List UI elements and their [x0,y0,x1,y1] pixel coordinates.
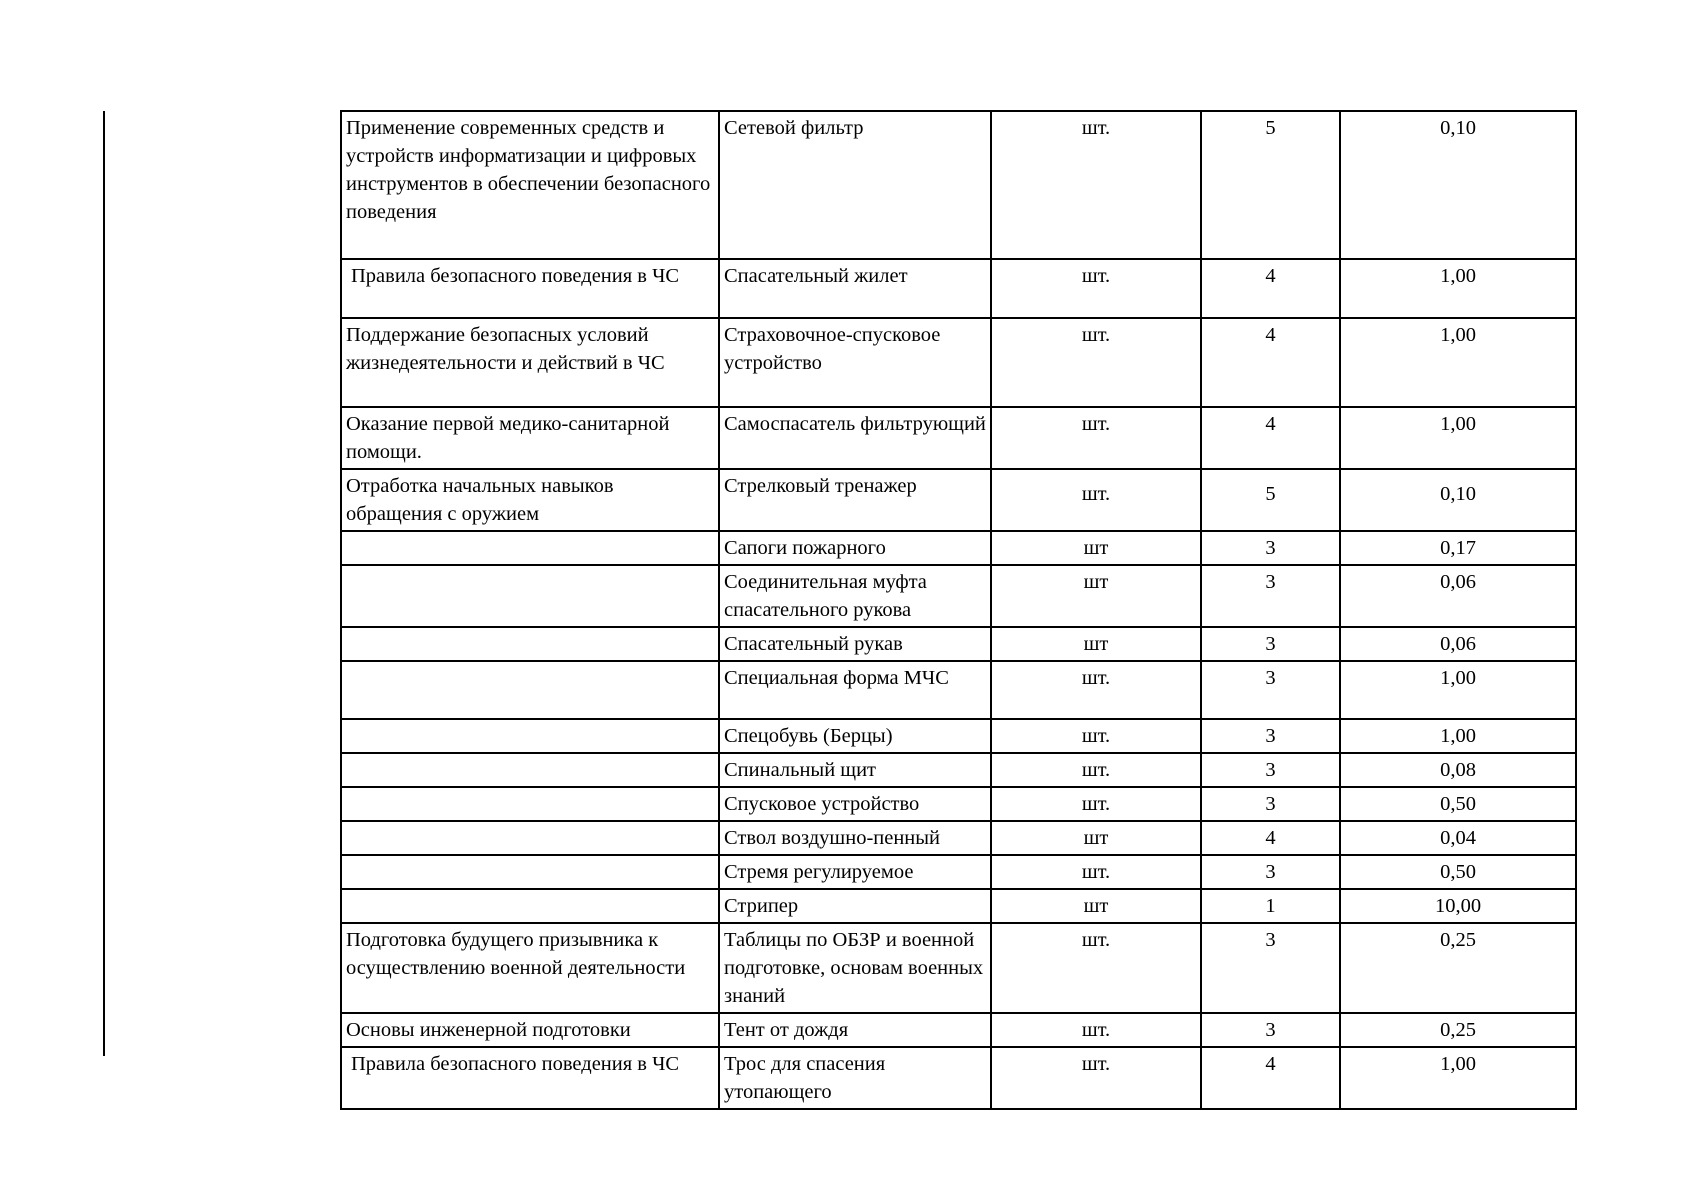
unit-cell: шт. [991,407,1201,469]
topic-cell: Правила безопасного поведения в ЧС [341,259,719,318]
item-cell: Сетевой фильтр [719,111,991,259]
table-row [341,111,1576,259]
norm-cell: 0,10 [1340,111,1576,259]
table-row [341,719,1576,753]
norm-cell: 0,06 [1340,627,1576,661]
unit-cell: шт. [991,1047,1201,1109]
item-cell: Ствол воздушно-пенный [719,821,991,855]
topic-cell [341,821,719,855]
table-row [341,469,1576,531]
qty-cell: 4 [1201,259,1340,318]
topic-cell [341,661,719,719]
qty-cell: 3 [1201,753,1340,787]
item-cell: Таблицы по ОБЗР и военной подготовке, основам военных знаний [719,923,991,1013]
qty-cell: 4 [1201,1047,1340,1109]
topic-cell: Правила безопасного поведения в ЧС [341,1047,719,1109]
norm-cell: 0,25 [1340,923,1576,1013]
table-row [341,318,1576,407]
topic-cell [341,531,719,565]
item-cell: Тент от дождя [719,1013,991,1047]
topic-cell [341,719,719,753]
topic-cell [341,787,719,821]
norm-cell: 0,06 [1340,565,1576,627]
qty-cell: 1 [1201,889,1340,923]
qty-cell: 3 [1201,661,1340,719]
item-cell: Сапоги пожарного [719,531,991,565]
qty-cell: 4 [1201,318,1340,407]
table-row [341,753,1576,787]
table-row [341,1047,1576,1109]
unit-cell: шт [991,531,1201,565]
norm-cell: 0,50 [1340,855,1576,889]
qty-cell: 3 [1201,1013,1340,1047]
qty-cell: 3 [1201,627,1340,661]
unit-cell: шт [991,821,1201,855]
table-row [341,855,1576,889]
item-cell: Спасательный рукав [719,627,991,661]
table-row [341,565,1576,627]
norm-cell: 1,00 [1340,1047,1576,1109]
topic-cell: Оказание первой медико-санитарной помощи. [341,407,719,469]
table-row [341,661,1576,719]
qty-cell: 4 [1201,407,1340,469]
table-row [341,1013,1576,1047]
topic-cell: Отработка начальных навыков обращения с оружием [341,469,719,531]
item-cell: Стремя регулируемое [719,855,991,889]
unit-cell: шт. [991,1013,1201,1047]
qty-cell: 3 [1201,923,1340,1013]
table-row [341,259,1576,318]
qty-cell: 3 [1201,787,1340,821]
norm-cell: 0,50 [1340,787,1576,821]
table-row [341,923,1576,1013]
item-cell: Страховочное-спусковое устройство [719,318,991,407]
item-cell: Спасательный жилет [719,259,991,318]
topic-cell [341,889,719,923]
qty-cell: 5 [1201,111,1340,259]
topic-cell [341,627,719,661]
norm-cell: 0,17 [1340,531,1576,565]
item-cell: Стрипер [719,889,991,923]
item-cell: Спусковое устройство [719,787,991,821]
item-cell: Стрелковый тренажер [719,469,991,531]
norm-cell: 1,00 [1340,259,1576,318]
margin-rule [103,111,105,1056]
norm-cell: 1,00 [1340,407,1576,469]
unit-cell: шт. [991,753,1201,787]
item-cell: Соединительная муфта спасательного рукова [719,565,991,627]
equipment-table [340,110,1577,1110]
topic-cell [341,855,719,889]
topic-cell: Основы инженерной подготовки [341,1013,719,1047]
item-cell: Специальная форма МЧС [719,661,991,719]
unit-cell: шт. [991,259,1201,318]
table-row [341,821,1576,855]
topic-cell [341,753,719,787]
norm-cell: 10,00 [1340,889,1576,923]
unit-cell: шт [991,889,1201,923]
table-row [341,889,1576,923]
item-cell: Спецобувь (Берцы) [719,719,991,753]
unit-cell: шт. [991,923,1201,1013]
item-cell: Самоспасатель фильтрующий [719,407,991,469]
qty-cell: 3 [1201,565,1340,627]
table-row [341,787,1576,821]
unit-cell: шт. [991,719,1201,753]
qty-cell: 4 [1201,821,1340,855]
topic-cell: Применение современных средств и устройств информатизации и цифровых инструментов в обеспечении безопасного поведения [341,111,719,259]
norm-cell: 1,00 [1340,719,1576,753]
qty-cell: 3 [1201,719,1340,753]
unit-cell: шт. [991,787,1201,821]
unit-cell: шт. [991,111,1201,259]
norm-cell: 0,08 [1340,753,1576,787]
table-row [341,627,1576,661]
unit-cell: шт. [991,661,1201,719]
unit-cell: шт [991,565,1201,627]
norm-cell: 1,00 [1340,318,1576,407]
norm-cell: 0,25 [1340,1013,1576,1047]
topic-cell: Подготовка будущего призывника к осуществлению военной деятельности [341,923,719,1013]
unit-cell: шт [991,627,1201,661]
unit-cell: шт. [991,318,1201,407]
norm-cell: 1,00 [1340,661,1576,719]
qty-cell: 3 [1201,531,1340,565]
qty-cell: 5 [1201,469,1340,531]
topic-cell: Поддержание безопасных условий жизнедеятельности и действий в ЧС [341,318,719,407]
norm-cell: 0,04 [1340,821,1576,855]
table-row [341,407,1576,469]
qty-cell: 3 [1201,855,1340,889]
norm-cell: 0,10 [1340,469,1576,531]
unit-cell: шт. [991,855,1201,889]
item-cell: Спинальный щит [719,753,991,787]
topic-cell [341,565,719,627]
table-row [341,531,1576,565]
item-cell: Трос для спасения утопающего [719,1047,991,1109]
unit-cell: шт. [991,469,1201,531]
